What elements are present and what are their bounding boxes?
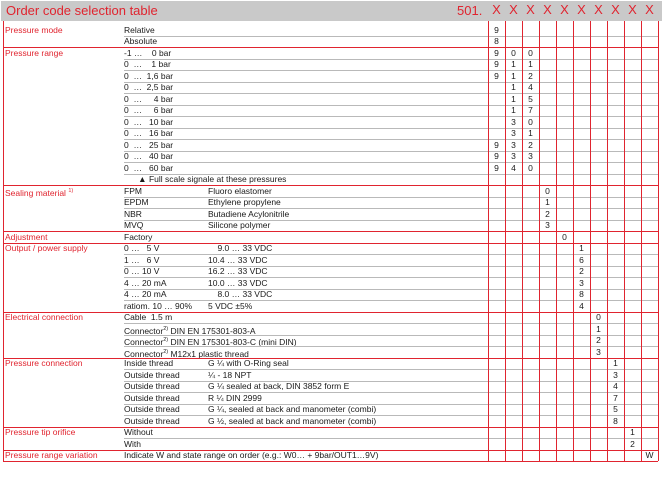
column-line — [505, 21, 506, 461]
row-divider — [124, 93, 658, 94]
row-option-detail: G ¼ with O-Ring seal — [208, 358, 289, 368]
row-option-text: 0 … 4 bar — [124, 93, 174, 104]
code-digit: 3 — [545, 220, 550, 230]
code-digit: 6 — [579, 254, 584, 265]
code-digit: 8 — [579, 289, 584, 299]
row-option-text: Without — [124, 427, 153, 437]
row-option-label — [124, 82, 173, 93]
section-divider — [3, 185, 658, 186]
code-digit: 2 — [596, 335, 601, 345]
footnote-marker: 2) — [163, 325, 169, 332]
row-option-text: EPDM — [124, 197, 149, 207]
row-option-label — [124, 232, 152, 243]
code-placeholder-x: X — [509, 2, 518, 17]
row-option-label — [124, 94, 173, 105]
code-digit: 8 — [613, 415, 618, 426]
row-option-detail: 8.0 … 33 VDC — [208, 289, 273, 299]
code-digit: 1 — [630, 427, 635, 437]
code-digit: 1 — [613, 358, 618, 368]
row-option-label — [124, 25, 155, 36]
code-digit: W — [645, 450, 654, 460]
section-divider — [3, 312, 658, 313]
section-divider — [3, 427, 658, 428]
row-option-text: Connector — [124, 336, 164, 347]
row-divider — [124, 162, 658, 163]
row-divider — [124, 128, 658, 129]
row-option-text: 0 … 1 bar — [124, 59, 171, 69]
footnote-marker: 1) — [68, 187, 74, 194]
row-option-text-cont: M12x1 plastic thread — [168, 348, 249, 359]
row-option-label — [124, 243, 159, 254]
row-option-text-cont: DIN EN 175301-803-C (mini DIN) — [168, 336, 297, 347]
row-option-text: Absolute — [124, 36, 158, 46]
row-option-text: Connector — [124, 325, 164, 336]
code-digit: 4 — [511, 162, 516, 173]
row-option-text: 0 … 5 V — [124, 243, 160, 253]
row-option-detail: Ethylene propylene — [208, 197, 281, 207]
row-option-detail: 5 VDC ±5% — [208, 300, 253, 311]
row-option-text-cont: DIN EN 175301-803-A — [168, 325, 256, 336]
row-option-text: NBR — [124, 208, 142, 219]
row-option-text: Outside thread — [124, 381, 180, 391]
section-label: Pressure mode — [5, 24, 63, 35]
row-option-label — [124, 151, 173, 162]
row-divider — [124, 404, 658, 405]
code-digit: 0 — [596, 312, 601, 322]
code-digit: 0 — [562, 231, 567, 242]
row-option-label — [124, 393, 180, 404]
code-digit: 3 — [511, 128, 516, 138]
row-option-label — [124, 186, 142, 197]
column-line — [641, 21, 642, 461]
code-digit: 0 — [511, 47, 516, 58]
row-option-label — [124, 416, 180, 427]
row-option-label — [124, 220, 143, 231]
row-option-detail: Silicone polymer — [208, 220, 271, 230]
row-option-text: 0 … 2,5 bar — [124, 82, 174, 92]
code-digit: 9 — [494, 139, 499, 150]
row-divider — [124, 105, 658, 106]
row-option-detail: 9.0 … 33 VDC — [208, 243, 273, 253]
row-divider — [124, 36, 658, 37]
row-option-text: 0 … 25 bar — [124, 139, 174, 150]
row-option-label — [124, 255, 159, 266]
section-label: Pressure range — [5, 47, 64, 58]
code-digit: 5 — [613, 404, 618, 414]
row-option-label — [124, 266, 159, 277]
row-option-text: -1 … 0 bar — [124, 47, 172, 58]
column-line — [573, 21, 574, 461]
code-digit: 3 — [579, 277, 584, 288]
section-divider — [3, 461, 658, 462]
code-digit: 9 — [494, 162, 499, 173]
section-label: Pressure connection — [5, 358, 83, 368]
code-placeholder-x: X — [645, 2, 654, 17]
row-option-detail: G ¼ sealed at back, DIN 3852 form E — [208, 381, 350, 391]
section-divider — [3, 47, 658, 48]
row-option-text: Relative — [124, 24, 155, 35]
section-label: Pressure tip orifice — [5, 427, 76, 437]
column-line — [539, 21, 540, 461]
code-digit: 9 — [494, 47, 499, 58]
column-line — [658, 21, 659, 461]
code-digit: 1 — [511, 82, 516, 92]
row-option-text: ratiom. 10 … 90% — [124, 300, 193, 311]
row-option-text: 0 … 60 bar — [124, 162, 174, 173]
section-divider — [3, 358, 658, 359]
code-digit: 0 — [528, 47, 533, 58]
footnote-marker: 2) — [163, 348, 169, 355]
code-digit: 1 — [579, 243, 584, 253]
row-option-text: Outside thread — [124, 369, 180, 380]
row-option-text: Cable 1.5 m — [124, 312, 173, 322]
row-option-label — [124, 404, 180, 415]
row-option-text: Outside thread — [124, 415, 180, 426]
row-option-text: 0 … 40 bar — [124, 151, 174, 161]
column-line — [590, 21, 591, 461]
code-placeholder-x: X — [560, 2, 569, 17]
row-option-label — [124, 450, 378, 461]
row-divider — [124, 151, 658, 152]
row-option-text: With — [124, 438, 141, 449]
row-option-detail: 10.0 … 33 VDC — [208, 277, 268, 288]
section-label: Output / power supply — [5, 243, 88, 253]
code-digit: 4 — [528, 82, 533, 92]
code-digit: 3 — [528, 151, 533, 161]
row-option-detail: 16.2 … 33 VDC — [208, 266, 268, 276]
row-option-text: 0 … 6 bar — [124, 105, 174, 115]
code-placeholder-x: X — [611, 2, 620, 17]
code-digit: 8 — [494, 36, 499, 46]
row-option-label — [124, 105, 173, 116]
code-digit: 3 — [596, 346, 601, 357]
column-line — [624, 21, 625, 461]
row-option-label — [124, 59, 171, 70]
row-option-label — [124, 289, 167, 300]
section-label: Adjustment — [5, 231, 48, 242]
row-option-text: 0 … 16 bar — [124, 128, 174, 138]
code-prefix: 501. — [457, 3, 483, 18]
code-digit: 2 — [528, 139, 533, 150]
code-digit: 5 — [528, 93, 533, 104]
row-option-label — [124, 278, 167, 289]
row-option-text: 4 … 20 mA — [124, 289, 167, 299]
code-digit: 0 — [545, 185, 550, 196]
row-option-text: 0 … 1,6 bar — [124, 70, 174, 81]
code-digit: 7 — [613, 392, 618, 403]
code-digit: 3 — [511, 116, 516, 127]
row-option-label — [124, 358, 173, 369]
code-placeholder-x: X — [492, 2, 501, 17]
footnote-marker: 2) — [163, 337, 169, 343]
code-digit: 2 — [528, 70, 533, 81]
section-divider — [3, 243, 658, 244]
row-divider — [124, 415, 658, 416]
code-digit: 1 — [528, 59, 533, 69]
code-digit: 0 — [528, 162, 533, 173]
row-divider — [124, 220, 658, 221]
row-divider — [124, 82, 658, 83]
row-option-text: MVQ — [124, 220, 144, 230]
row-option-label — [124, 312, 172, 323]
code-digit: 1 — [528, 128, 533, 138]
code-digit: 2 — [579, 266, 584, 276]
code-digit: 4 — [613, 381, 618, 391]
code-digit: 3 — [511, 139, 516, 150]
code-digit: 1 — [511, 93, 516, 104]
row-divider — [124, 381, 658, 382]
column-line — [3, 21, 4, 461]
row-option-text: ▲ Full scale signale at these pressures — [124, 174, 287, 184]
row-option-detail: G ¼, sealed at back and manometer (combi) — [208, 404, 377, 414]
code-digit: 3 — [511, 151, 516, 161]
row-divider — [124, 438, 658, 439]
row-option-label — [124, 439, 141, 450]
row-option-label — [124, 140, 173, 151]
row-option-label — [124, 163, 173, 174]
code-digit: 3 — [613, 369, 618, 380]
code-placeholder-x: X — [543, 2, 552, 17]
row-option-label — [124, 128, 173, 139]
row-option-text: 0 … 10 V — [124, 266, 160, 276]
row-option-text: Outside thread — [124, 404, 180, 414]
code-digit: 1 — [511, 70, 516, 81]
code-digit: 9 — [494, 70, 499, 81]
row-option-text: 0 … 10 bar — [124, 116, 174, 127]
row-option-label — [124, 117, 173, 128]
section-label: Pressure range variation — [5, 450, 98, 460]
code-digit: 0 — [528, 116, 533, 127]
row-option-label — [124, 71, 173, 82]
row-divider — [124, 59, 658, 60]
code-digit: 2 — [545, 208, 550, 219]
row-option-detail: R ¼ DIN 2999 — [208, 392, 262, 403]
row-option-text: Connector — [124, 348, 164, 359]
row-option-detail: Butadiene Acylonitrile — [208, 208, 290, 219]
code-digit: 9 — [494, 59, 499, 69]
row-option-text: Indicate W and state range on order (e.g.: W0… + 9bar/OUT1…9V) — [124, 450, 379, 460]
row-option-text: Factory — [124, 231, 153, 242]
code-placeholder-x: X — [594, 2, 603, 17]
row-option-label — [124, 301, 192, 312]
table-title: Order code selection table — [6, 3, 158, 18]
row-option-label — [124, 370, 180, 381]
row-option-label — [124, 174, 286, 185]
row-divider — [124, 116, 658, 117]
code-placeholder-x: X — [526, 2, 535, 17]
column-line — [488, 21, 489, 461]
row-option-detail: Fluoro elastomer — [208, 185, 272, 196]
code-digit: 1 — [545, 197, 550, 207]
row-divider — [124, 392, 658, 393]
section-label: Electrical connection — [5, 312, 83, 322]
row-option-label — [124, 48, 171, 59]
row-option-detail: G ½, sealed at back and manometer (combi) — [208, 415, 377, 426]
row-divider — [124, 139, 658, 140]
column-line — [522, 21, 523, 461]
code-digit: 1 — [511, 105, 516, 115]
row-option-detail: 10.4 … 33 VDC — [208, 254, 268, 265]
row-option-text: Inside thread — [124, 358, 174, 368]
column-line — [556, 21, 557, 461]
code-digit: 1 — [511, 59, 516, 69]
row-divider — [124, 208, 658, 209]
code-digit: 9 — [494, 151, 499, 161]
section-label: Sealing material $^{1)}$ — [5, 187, 74, 198]
row-divider — [124, 369, 658, 370]
code-digit: 2 — [630, 438, 635, 449]
row-option-text: Outside thread — [124, 392, 180, 403]
code-digit: 9 — [494, 24, 499, 35]
row-option-label — [124, 427, 153, 438]
row-option-text: 4 … 20 mA — [124, 277, 167, 288]
code-digit: 7 — [528, 105, 533, 115]
code-digit: 1 — [596, 323, 601, 334]
code-digit: 4 — [579, 300, 584, 311]
row-option-label — [124, 381, 180, 392]
code-placeholder-x: X — [577, 2, 586, 17]
row-option-label — [124, 197, 149, 208]
row-divider — [124, 197, 658, 198]
code-placeholder-x: X — [628, 2, 637, 17]
row-option-label — [124, 36, 157, 47]
row-option-text: FPM — [124, 185, 142, 196]
row-option-text: 1 … 6 V — [124, 254, 160, 265]
column-line — [607, 21, 608, 461]
row-option-label — [124, 209, 142, 220]
row-option-detail: ¼ - 18 NPT — [208, 369, 252, 380]
row-divider — [124, 70, 658, 71]
